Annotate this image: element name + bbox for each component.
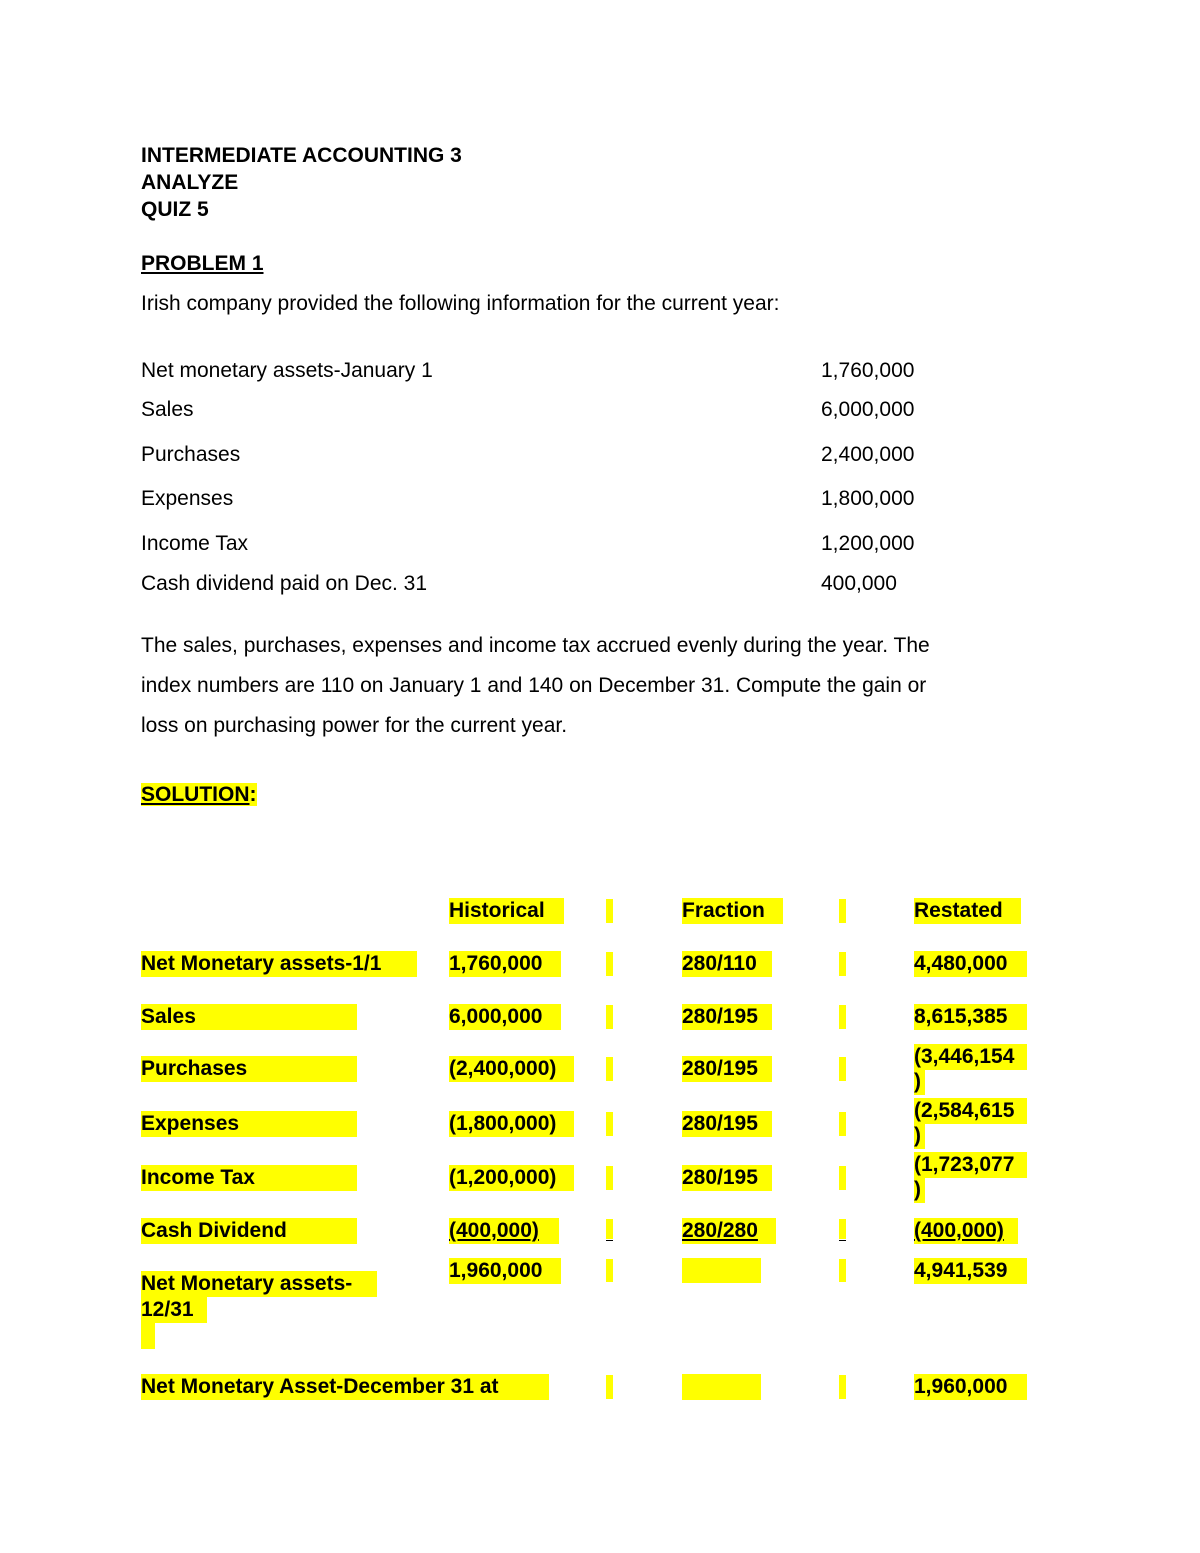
column-separator — [839, 1112, 846, 1136]
solution-label: SOLUTION — [141, 783, 250, 806]
given-value: 2,400,000 — [821, 443, 915, 466]
column-separator — [839, 1166, 846, 1190]
final-restated-cell: 1,960,000 — [914, 1374, 1027, 1400]
given-value: 6,000,000 — [821, 398, 915, 421]
historical-cell: 1,960,000 — [449, 1258, 561, 1284]
solution-heading — [141, 781, 257, 808]
column-separator — [606, 1375, 613, 1399]
problem-title: PROBLEM 1 — [141, 252, 264, 275]
given-label: Net monetary assets-January 1 — [141, 359, 433, 382]
course-title: INTERMEDIATE ACCOUNTING 3 — [141, 144, 462, 167]
fraction-cell-empty — [682, 1374, 761, 1400]
given-label: Expenses — [141, 487, 234, 510]
column-separator — [606, 1219, 613, 1239]
row-label: Cash Dividend — [141, 1218, 357, 1244]
highlight-mark — [141, 1323, 155, 1349]
historical-cell: (2,400,000) — [449, 1056, 574, 1082]
restated-cell: 8,615,385 — [914, 1004, 1027, 1030]
col-header-restated: Restated — [914, 898, 1021, 924]
column-separator — [606, 899, 613, 923]
fraction-cell: 280/280 — [682, 1218, 776, 1244]
given-label: Sales — [141, 398, 194, 421]
column-separator — [839, 899, 846, 923]
column-separator — [606, 1166, 613, 1190]
given-label: Purchases — [141, 443, 241, 466]
given-value: 1,200,000 — [821, 532, 915, 555]
solution-colon: : — [249, 783, 257, 806]
final-row-label: Net Monetary Asset-December 31 at — [141, 1374, 549, 1400]
restated-cell: (400,000) — [914, 1218, 1018, 1244]
column-separator — [839, 1259, 846, 1282]
column-separator — [606, 1057, 613, 1081]
column-separator — [606, 1259, 613, 1282]
column-separator — [839, 1005, 846, 1029]
row-label-wrap: 12/31 — [141, 1297, 207, 1323]
underline-mark — [839, 1240, 846, 1241]
row-label: Sales — [141, 1004, 357, 1030]
col-header-fraction: Fraction — [682, 898, 783, 924]
quiz-title: QUIZ 5 — [141, 198, 209, 221]
col-header-historical: Historical — [449, 898, 564, 924]
restated-cell: (2,584,615 — [914, 1098, 1027, 1124]
row-label: Purchases — [141, 1056, 357, 1082]
column-separator — [839, 1375, 846, 1399]
column-separator — [606, 1005, 613, 1029]
historical-cell: 1,760,000 — [449, 951, 561, 977]
historical-cell: (1,800,000) — [449, 1111, 574, 1137]
given-value: 1,760,000 — [821, 359, 915, 382]
restated-cell-wrap: ) — [914, 1177, 925, 1203]
given-label: Cash dividend paid on Dec. 31 — [141, 572, 428, 595]
row-label: Income Tax — [141, 1165, 357, 1191]
column-separator — [606, 952, 613, 976]
fraction-cell: 280/110 — [682, 951, 772, 977]
restated-cell: 4,941,539 — [914, 1258, 1027, 1284]
problem-paragraph-line: The sales, purchases, expenses and income tax accrued evenly during the year. The — [141, 634, 930, 657]
given-value: 1,800,000 — [821, 487, 915, 510]
restated-cell: (1,723,077 — [914, 1152, 1027, 1178]
problem-paragraph-line: loss on purchasing power for the current year. — [141, 714, 568, 737]
section-title: ANALYZE — [141, 171, 239, 194]
historical-cell: 6,000,000 — [449, 1004, 561, 1030]
column-separator — [839, 1219, 846, 1239]
column-separator — [839, 1057, 846, 1081]
row-label: Net Monetary assets- — [141, 1271, 377, 1297]
historical-cell: (1,200,000) — [449, 1165, 574, 1191]
historical-cell: (400,000) — [449, 1218, 559, 1244]
restated-cell-wrap: ) — [914, 1123, 925, 1149]
given-label: Income Tax — [141, 532, 248, 555]
fraction-cell-empty — [682, 1258, 761, 1283]
restated-cell: (3,446,154 — [914, 1044, 1027, 1070]
restated-cell: 4,480,000 — [914, 951, 1027, 977]
fraction-cell: 280/195 — [682, 1004, 772, 1030]
restated-cell-wrap: ) — [914, 1069, 925, 1095]
problem-paragraph-line: index numbers are 110 on January 1 and 140 on December 31. Compute the gain or — [141, 674, 927, 697]
fraction-cell: 280/195 — [682, 1165, 772, 1191]
fraction-cell: 280/195 — [682, 1056, 772, 1082]
column-separator — [839, 952, 846, 976]
row-label: Net Monetary assets-1/1 — [141, 951, 417, 977]
problem-intro: Irish company provided the following information for the current year: — [141, 292, 780, 315]
given-value: 400,000 — [821, 572, 897, 595]
underline-mark — [606, 1240, 613, 1241]
row-label: Expenses — [141, 1111, 357, 1137]
column-separator — [606, 1112, 613, 1136]
fraction-cell: 280/195 — [682, 1111, 772, 1137]
